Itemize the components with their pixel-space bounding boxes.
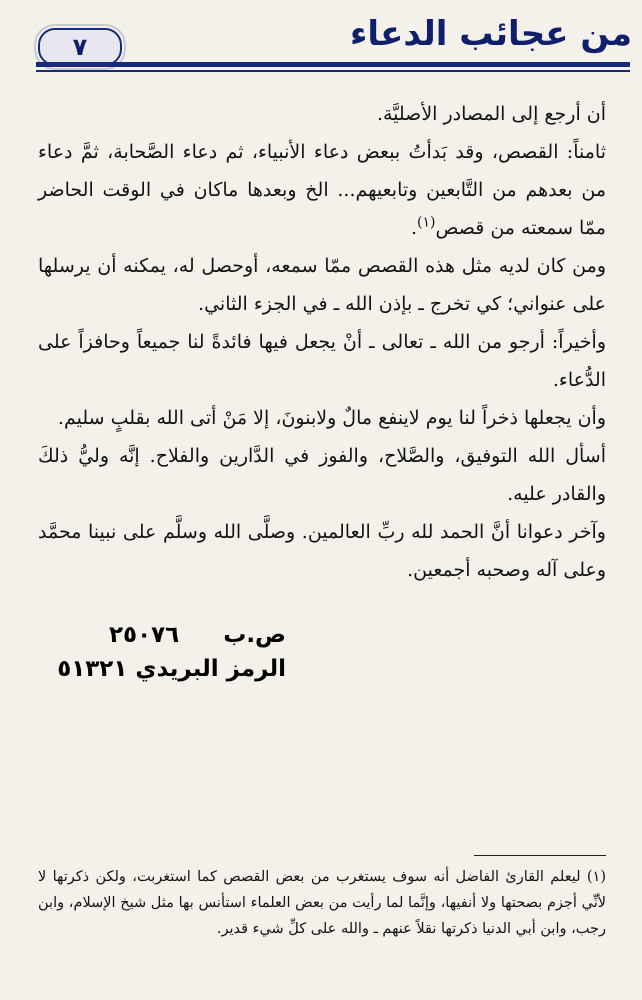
address-block xyxy=(57,618,286,686)
header-rule xyxy=(36,62,630,67)
footnote xyxy=(38,864,606,942)
footnote-separator xyxy=(474,855,606,856)
header-rule-thin xyxy=(36,70,630,72)
paragraph: أن أرجع إلى المصادر الأصليَّة. xyxy=(376,103,606,125)
paragraph-text: ثامناً: القصص، وقد بَدأتُ ببعض دعاء الأنبياء، ثم دعاء الصَّحابة، ثمَّ دعاء من بعدهم من التَّابعين وتابعيهم... الخ وبعدها ماكان في الوقت الحاضر ممّا سمعته من قصص xyxy=(38,141,606,239)
po-box-number: ٢٥٠٧٦ xyxy=(109,622,180,648)
paragraph: ومن كان لديه مثل هذه القصص ممّا سمعه، أوحصل له، يمكنه أن يرسلها على عنواني؛ كي تخرج ـ بإذن الله ـ في الجزء الثاني. xyxy=(38,255,606,315)
po-box-label: ص.ب xyxy=(223,622,286,648)
page-number: ٧ xyxy=(38,28,122,66)
po-box-line xyxy=(57,618,286,652)
footnote-text: (١) ليعلم القارئ الفاضل أنه سوف يستغرب من بعض القصص كما استغربت، ولكن ذكرتها لا لأنِّي أجزم بصحتها ولا أنفيها، وإنَّما لما رأيت من بعض العلماء استأنس بها مثل شيخ الإسلام، وابن رجب، وابن أبي الدنيا ذكرتها نقلاً عنهم ـ والله على كلِّ شيء قدير. xyxy=(38,869,606,937)
paragraph: وآخر دعوانا أنَّ الحمد لله ربِّ العالمين. وصلَّى الله وسلَّم على نبينا محمَّد وعلى آله وصحبه أجمعين. xyxy=(38,521,606,581)
body-text xyxy=(38,95,606,589)
paragraph: وأخيراً: أرجو من الله ـ تعالى ـ أنْ يجعل فيها فائدةً لنا جميعاً وحافزاً على الدُّعاء. xyxy=(38,331,606,391)
paragraph: أسأل الله التوفيق، والصَّلاح، والفوز في الدَّارين والفلاح. إنَّه وليُّ ذلكَ والقادر عليه. xyxy=(38,445,606,505)
paragraph: ثامناً: القصص، وقد بَدأتُ ببعض دعاء الأنبياء، ثم دعاء الصَّحابة، ثمَّ دعاء من بعدهم من التَّابعين وتابعيهم... الخ وبعدها ماكان في الوقت الحاضر ممّا سمعته من قصص$^{(١)}$. xyxy=(38,141,606,239)
footnote-marker: (١) xyxy=(416,214,436,231)
postal-code: الرمز البريدي ٥١٣٢١ xyxy=(57,656,286,682)
paragraph: وأن يجعلها ذخراً لنا يوم لاينفع مالٌ ولابنونَ، إلا مَنْ أتى الله بقلبٍ سليم. xyxy=(57,407,606,429)
running-title: من عجائب الدعاء xyxy=(349,14,632,54)
